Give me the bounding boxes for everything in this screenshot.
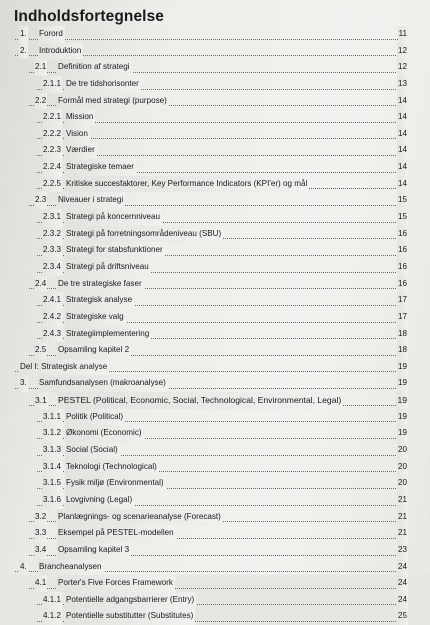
toc-entry [0, 459, 430, 476]
toc-entry-page: 25 [397, 608, 408, 625]
toc-entry [0, 176, 430, 193]
toc-entry [0, 375, 430, 392]
toc-entry-number: 4.1.2 [42, 608, 62, 625]
toc-entry-title: Samfundsanalysen (makroanalyse) [38, 375, 168, 392]
toc-entry-page: 20 [397, 475, 408, 492]
toc-entry [0, 559, 430, 576]
toc-entry-title: Strategi på driftsniveau [65, 259, 151, 276]
toc-entry-title: Økonomi (Economic) [65, 425, 144, 442]
toc-entry [0, 542, 430, 559]
toc-entry [0, 509, 430, 526]
toc-entry-title: Forord [38, 26, 65, 43]
toc-entry [0, 442, 430, 459]
toc-entry-number: 2.4 [34, 276, 47, 293]
toc-entry-page: 19 [397, 375, 408, 392]
toc-entry-page: 12 [397, 59, 408, 76]
toc-entry [0, 259, 430, 276]
toc-entry-page: 14 [397, 159, 408, 176]
toc-entry-title: Planlægnings- og scenarieanalyse (Forecast) [57, 509, 223, 526]
toc-entry-title: Social (Social) [65, 442, 120, 459]
toc-entry [0, 292, 430, 309]
toc-entry-page: 23 [397, 542, 408, 559]
toc-entry-page: 14 [397, 142, 408, 159]
toc-entry-title: Fysik miljø (Environmental) [65, 475, 166, 492]
toc-entry-page: 24 [397, 559, 408, 576]
toc-entry-number: 3.3 [34, 525, 47, 542]
toc-entry-page: 17 [397, 309, 408, 326]
toc-entry-title: Strategiimplementering [65, 326, 151, 343]
toc-entry [0, 43, 430, 60]
toc-entry-page: 24 [397, 592, 408, 609]
toc-entry [0, 409, 430, 426]
toc-entry [0, 109, 430, 126]
toc-entry-number: 3.4 [34, 542, 47, 559]
toc-entry-page: 18 [397, 342, 408, 359]
toc-entry [0, 525, 430, 542]
toc-entry-number: 2.1.1 [42, 76, 62, 93]
toc-entry [0, 159, 430, 176]
toc-entry-title: Politik (Political) [65, 409, 125, 426]
toc-entry-title: Strategi på forretningsområdeniveau (SBU) [65, 226, 223, 243]
toc-entry [0, 242, 430, 259]
toc-entry-title: Niveauer i strategi [57, 192, 125, 209]
toc-entry-page: 11 [398, 26, 408, 43]
table-of-contents [0, 26, 430, 625]
toc-entry [0, 59, 430, 76]
toc-entry [0, 392, 430, 409]
toc-entry-number: 3.1.1 [42, 409, 62, 426]
toc-entry-number: 4.1 [34, 575, 47, 592]
toc-entry-number: 2.3.4 [42, 259, 62, 276]
toc-entry-page: 14 [397, 109, 408, 126]
toc-entry-page: 14 [397, 93, 408, 110]
toc-entry-title: Strategi for stabsfunktioner [65, 242, 165, 259]
toc-entry-number: 2.2.1 [42, 109, 62, 126]
toc-entry-number: 2.2.5 [42, 176, 62, 193]
toc-entry [0, 608, 430, 625]
toc-entry-number: 2. [19, 43, 28, 60]
toc-entry [0, 309, 430, 326]
toc-entry-page: 19 [397, 409, 408, 426]
toc-entry-number: 3.1 [34, 392, 48, 409]
toc-entry [0, 26, 430, 43]
toc-entry-number: 2.2 [34, 93, 47, 110]
toc-entry-title: Strategiske temaer [65, 159, 136, 176]
toc-entry-page: 14 [397, 126, 408, 143]
toc-entry-number: 2.3.3 [42, 242, 62, 259]
toc-entry-page: 15 [397, 209, 408, 226]
toc-entry-title: Porter's Five Forces Framework [57, 575, 175, 592]
toc-entry-title: Opsamling kapitel 3 [57, 542, 131, 559]
toc-entry-number: 3.2 [34, 509, 47, 526]
toc-entry-title: Opsamling kapitel 2 [57, 342, 131, 359]
toc-entry-title: Værdier [65, 142, 97, 159]
toc-entry-title: PESTEL (Political, Economic, Social, Technological, Environmental, Legal) [57, 392, 343, 409]
toc-entry-page: 21 [397, 492, 408, 509]
toc-entry [0, 575, 430, 592]
toc-entry-page: 16 [397, 242, 408, 259]
toc-entry-title: Brancheanalysen [38, 559, 104, 576]
toc-entry-number: 2.5 [34, 342, 47, 359]
toc-entry-number: 2.2.2 [42, 126, 62, 143]
toc-entry-title: Mission [65, 109, 95, 126]
toc-entry-page: 19 [397, 359, 408, 376]
toc-entry-title: De tre strategiske faser [57, 276, 144, 293]
toc-entry-number: 4.1.1 [42, 592, 62, 609]
toc-entry-title: Eksempel på PESTEL-modellen [57, 525, 176, 542]
toc-entry-title: Vision [65, 126, 90, 143]
toc-entry-number: 3.1.5 [42, 475, 62, 492]
toc-entry-page: 17 [397, 292, 408, 309]
toc-entry-number: 2.3 [34, 192, 47, 209]
toc-entry-page: 21 [397, 509, 408, 526]
toc-entry-page: 20 [397, 459, 408, 476]
toc-entry-number: 3. [19, 375, 28, 392]
toc-entry-number: 2.4.1 [42, 292, 62, 309]
toc-entry [0, 592, 430, 609]
toc-entry [0, 142, 430, 159]
toc-entry-page: 15 [397, 192, 408, 209]
toc-entry-page: 18 [397, 326, 408, 343]
toc-entry-title: Teknologi (Technological) [65, 459, 159, 476]
toc-entry [0, 226, 430, 243]
toc-entry-number: 3.1.3 [42, 442, 62, 459]
toc-entry-page: 21 [397, 525, 408, 542]
toc-entry-number: 3.1.2 [42, 425, 62, 442]
toc-entry [0, 359, 430, 376]
toc-entry [0, 475, 430, 492]
toc-entry-title: Strategi på koncernniveau [65, 209, 162, 226]
toc-entry-title: Strategisk analyse [65, 292, 134, 309]
toc-entry [0, 342, 430, 359]
toc-entry-title: Potentielle adgangsbarrierer (Entry) [65, 592, 196, 609]
toc-entry-page: 24 [397, 575, 408, 592]
toc-entry-number: 4. [19, 559, 28, 576]
toc-entry-number: 2.4.2 [42, 309, 62, 326]
toc-entry-number: 2.4.3 [42, 326, 62, 343]
toc-entry-page: 19 [397, 425, 408, 442]
toc-entry-title: Del I: Strategisk analyse [19, 359, 109, 376]
toc-entry-title: Strategiske valg [65, 309, 126, 326]
toc-entry-number: 1. [19, 26, 28, 43]
toc-entry-title: Kritiske succesfaktorer, Key Performance Indicators (KPI'er) og mål [65, 176, 309, 193]
toc-entry [0, 126, 430, 143]
toc-entry [0, 326, 430, 343]
toc-entry-page: 16 [397, 259, 408, 276]
toc-entry-page: 20 [397, 442, 408, 459]
toc-entry-number: 2.3.1 [42, 209, 62, 226]
toc-entry-number: 3.1.6 [42, 492, 62, 509]
toc-entry-title: Formål med strategi (purpose) [57, 93, 169, 110]
toc-entry-number: 2.1 [34, 59, 47, 76]
toc-entry-number: 2.3.2 [42, 226, 62, 243]
toc-entry-title: Potentielle substitutter (Substitutes) [65, 608, 195, 625]
toc-entry [0, 192, 430, 209]
toc-entry-page: 16 [397, 226, 408, 243]
toc-entry-number: 3.1.4 [42, 459, 62, 476]
toc-entry [0, 76, 430, 93]
toc-entry [0, 276, 430, 293]
toc-entry-number: 2.2.4 [42, 159, 62, 176]
toc-entry [0, 209, 430, 226]
toc-entry-page: 19 [396, 392, 408, 409]
toc-entry-title: Definition af strategi [57, 59, 132, 76]
toc-entry [0, 425, 430, 442]
toc-entry-title: Lovgivning (Legal) [65, 492, 134, 509]
toc-entry [0, 93, 430, 110]
toc-title: Indholdsfortegnelse [14, 8, 165, 25]
toc-entry-page: 13 [397, 76, 408, 93]
toc-entry-title: Introduktion [38, 43, 83, 60]
toc-entry [0, 492, 430, 509]
toc-entry-page: 16 [397, 276, 408, 293]
toc-entry-page: 12 [397, 43, 408, 60]
toc-entry-page: 14 [397, 176, 408, 193]
toc-entry-title: De tre tidshorisonter [65, 76, 141, 93]
toc-entry-number: 2.2.3 [42, 142, 62, 159]
